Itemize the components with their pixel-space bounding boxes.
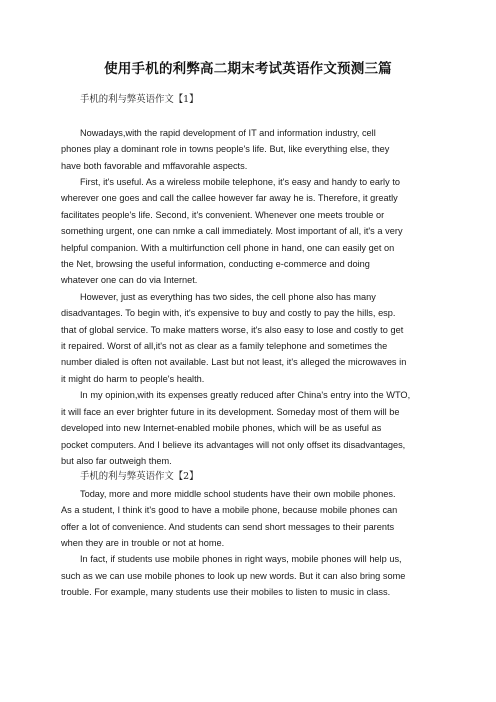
paragraph-line: In fact, if students use mobile phones in right ways, mobile phones will help us, bbox=[80, 554, 402, 565]
paragraph-line: developed into new Internet-enabled mobile phones, which will be as useful as bbox=[61, 423, 382, 434]
paragraph bbox=[61, 387, 439, 469]
paragraph-line: something urgent, one can nmke a call immediately. Most important of all, it's a very bbox=[61, 226, 403, 237]
paragraph-line: wherever one goes and call the callee however far away he is. Therefore, it greatly bbox=[61, 193, 398, 204]
paragraph-line: helpful companion. With a multirfunction cell phone in hand, one can easily get on bbox=[61, 242, 395, 253]
section-heading-2: 手机的利与弊英语作文【2】 bbox=[80, 471, 199, 483]
paragraph bbox=[61, 174, 439, 289]
paragraph-line: number dialed is often not available. Last but not least, it's alleged the microwaves in bbox=[61, 357, 407, 368]
paragraph-line: it might do harm to people's health. bbox=[61, 373, 205, 384]
paragraph-line: Today, more and more middle school students have their own mobile phones. bbox=[80, 488, 396, 499]
paragraph-line: pocket computers. And I believe its advantages will not only offset its disadvantages, bbox=[61, 439, 406, 450]
paragraph-line: First, it's useful. As a wireless mobile telephone, it's easy and handy to early to bbox=[80, 177, 400, 188]
paragraph bbox=[61, 486, 439, 552]
section-heading-1: 手机的利与弊英语作文【1】 bbox=[80, 94, 199, 105]
paragraph-line: trouble. For example, many students use their mobiles to listen to music in class. bbox=[61, 587, 391, 598]
paragraph-line: offer a lot of convenience. And students can send short messages to their parents bbox=[61, 521, 395, 532]
paragraph bbox=[61, 289, 439, 387]
paragraph-line: phones play a dominant role in towns people's life. But, like everything else, they bbox=[61, 144, 390, 155]
document-body bbox=[61, 92, 439, 601]
paragraph-line: As a student, I think it's good to have a mobile phone, because mobile phones can bbox=[61, 505, 398, 516]
paragraph-line: it repaired. Worst of all,it's not as clear as a family telephone and sometimes the bbox=[61, 341, 388, 352]
paragraph-line: when they are in trouble or not at home. bbox=[61, 537, 225, 548]
paragraph-line: such as we can use mobile phones to look up new words. But it can also bring some bbox=[61, 570, 406, 581]
paragraph bbox=[61, 551, 439, 600]
paragraph-line: whatever one can do via Internet. bbox=[61, 275, 198, 286]
paragraph-line: In my opinion,with its expenses greatly reduced after China's entry into the WTO, bbox=[80, 390, 411, 401]
paragraph-line: facilitates people's life. Second, it's convenient. Whenever one meets trouble or bbox=[61, 209, 385, 220]
document-title: 使用手机的利弊高二期末考试英语作文预测三篇 bbox=[104, 61, 392, 77]
paragraph-line: However, just as everything has two sides, the cell phone also has many bbox=[80, 291, 376, 302]
paragraph-line: but also far outweigh them. bbox=[61, 455, 172, 466]
paragraph-line: Nowadays,with the rapid development of IT and information industry, cell bbox=[80, 127, 376, 138]
paragraph-line: it will face an ever brighter future in its development. Someday most of them will be bbox=[61, 406, 400, 417]
paragraph-line: disadvantages. To begin with, it's expensive to buy and costly to pay the hills, esp. bbox=[61, 308, 396, 319]
paragraph bbox=[61, 125, 439, 174]
paragraph-line: have both favorable and mffavorahle aspects. bbox=[61, 160, 248, 171]
paragraph-line: the Net, browsing the useful information, conducting e-commerce and doing bbox=[61, 259, 370, 270]
paragraph-line: that of global service. To make matters worse, it's also easy to lose and costly to get bbox=[61, 324, 404, 335]
